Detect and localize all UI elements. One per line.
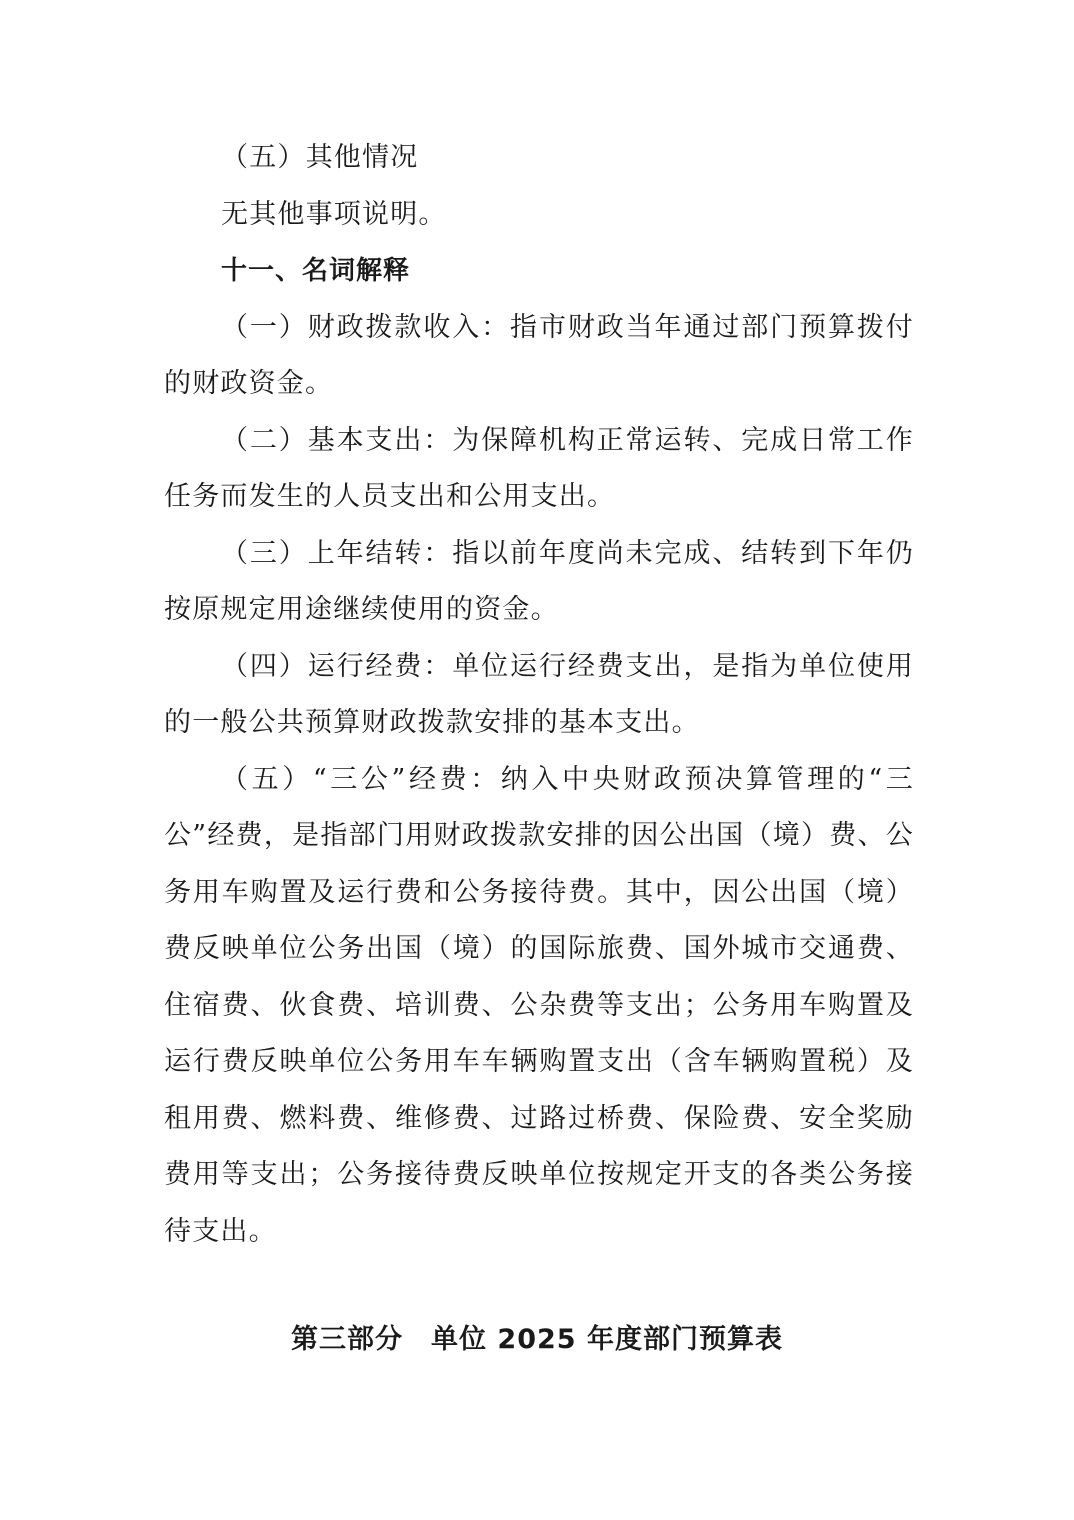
paragraph-three-public-expenses: （五）“三公”经费：纳入中央财政预决算管理的“三公”经费，是指部门用财政拨款安排的因公出国（境）费、公务用车购置及运行费和公务接待费。其中，因公出国（境）费反映单位公务出国（境）的国际旅费、国外城市交通费、住宿费、伙食费、培训费、公杂费等支出；公务用车购置及运行费反映单位公务用车车辆购置支出（含车辆购置税）及租用费、燃料费、维修费、过路过桥费、保险费、安全奖励费用等支出；公务接待费反映单位按规定开支的各类公务接待支出。: [164, 763, 914, 1247]
paragraph-no-other-matters: 无其他事项说明。: [221, 198, 447, 230]
subheading-other-matters: （五）其他情况: [221, 142, 419, 173]
paragraph-operating-expenses: （四）运行经费：单位运行经费支出，是指为单位使用的一般公共预算财政拨款安排的基本支出。: [164, 650, 914, 738]
part-title: 第三部分 单位 2025 年度部门预算表: [291, 1324, 783, 1355]
body-text: [164, 130, 914, 1260]
section-heading-glossary: 十一、名词解释: [221, 256, 411, 286]
paragraph-basic-expenditure: （二）基本支出：为保障机构正常运转、完成日常工作任务而发生的人员支出和公用支出。: [164, 424, 914, 512]
paragraph-fiscal-appropriation-income: （一）财政拨款收入：指市财政当年通过部门预算拨付的财政资金。: [164, 311, 914, 399]
paragraph-carryover: （三）上年结转：指以前年度尚未完成、结转到下年仍按原规定用途继续使用的资金。: [164, 537, 914, 625]
